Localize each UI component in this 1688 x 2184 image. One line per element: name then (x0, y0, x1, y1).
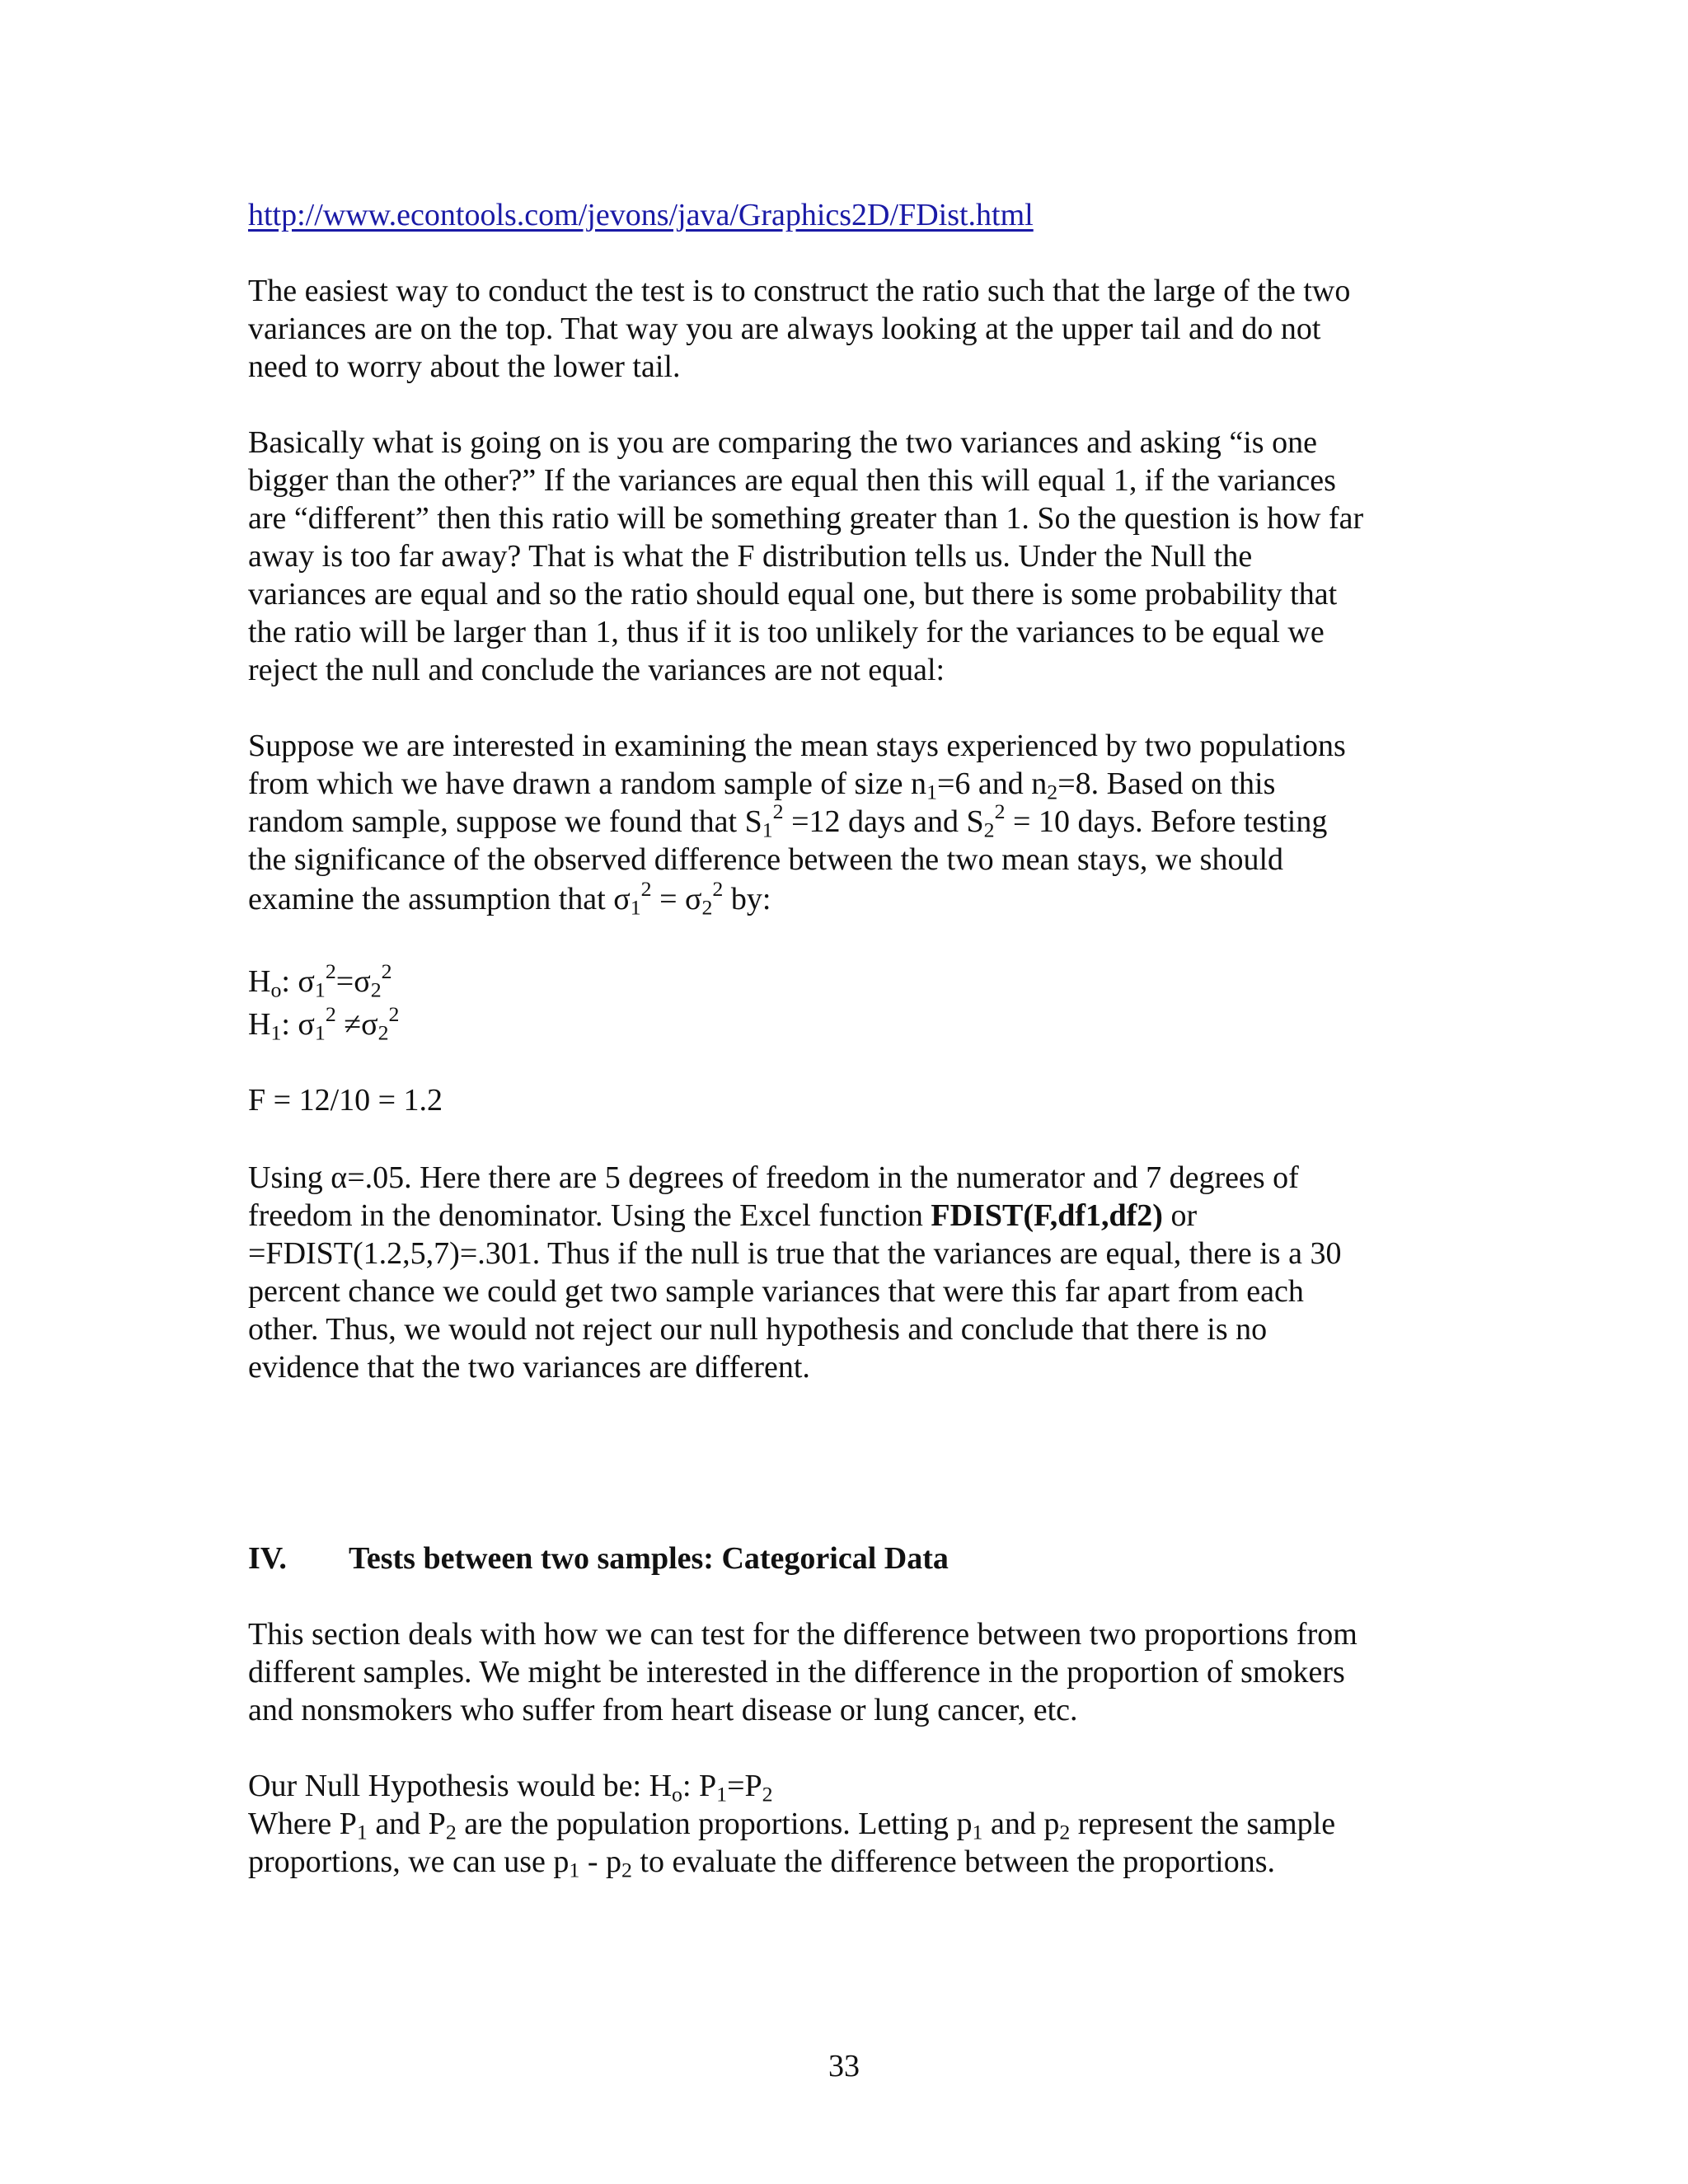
paragraph-line: Suppose we are interested in examining the mean stays experienced by two populations (248, 729, 1346, 763)
paragraph-line: different samples. We might be interested in the difference in the proportion of smokers (248, 1655, 1345, 1690)
reference-link-line (248, 196, 1034, 234)
paragraph-line: and nonsmokers who suffer from heart disease or lung cancer, etc. (248, 1693, 1078, 1727)
paragraph-line: Where $P_1$ and $P_2$ are the population proportions. Letting $p_1$ and $p_2$ represent the sample (248, 1807, 1336, 1844)
null-hypothesis: $H_o$: $\sigma_1^2=\sigma_2^2$ (248, 958, 392, 1002)
paragraph-line: percent chance we could get two sample variances that were this far apart from each (248, 1274, 1304, 1309)
paragraph-line: the ratio will be larger than 1, thus if it is too unlikely for the variances to be equal we (248, 615, 1325, 649)
paragraph-line: bigger than the other?” If the variances are equal then this will equal 1, if the variances (248, 463, 1336, 498)
paragraph-line: =FDIST(1.2,5,7)=.301. Thus if the null is true that the variances are equal, there is a 30 (248, 1236, 1342, 1271)
paragraph-line: reject the null and conclude the variances are not equal: (248, 653, 945, 687)
paragraph-line: variances are on the top. That way you are always looking at the upper tail and do not (248, 312, 1321, 346)
paragraph-line: examine the assumption that $\sigma_1^2 = \sigma_2^2$ by: (248, 876, 771, 920)
paragraph-line: This section deals with how we can test for the difference between two proportions from (248, 1617, 1357, 1652)
paragraph-line: from which we have drawn a random sample of size $n_1=6$ and $n_2=8$. Based on this (248, 766, 1276, 804)
f-statistic: F = 12/10 = 1.2 (248, 1083, 443, 1118)
paragraph-line: other. Thus, we would not reject our null hypothesis and conclude that there is no (248, 1312, 1268, 1347)
fdist-link[interactable]: http://www.econtools.com/jevons/java/Graphics2D/FDist.html (248, 198, 1034, 232)
paragraph-line: need to worry about the lower tail. (248, 349, 681, 384)
paragraph-line: evidence that the two variances are different. (248, 1350, 810, 1385)
paragraph-line: variances are equal and so the ratio should equal one, but there is some probability that (248, 577, 1338, 612)
paragraph-line: the significance of the observed difference between the two mean stays, we should (248, 842, 1284, 877)
paragraph-line: Basically what is going on is you are comparing the two variances and asking “is one (248, 425, 1317, 460)
page-number: 33 (828, 2049, 860, 2083)
section-number: IV. (248, 1541, 287, 1576)
section-title: Tests between two samples: Categorical Data (349, 1541, 949, 1576)
paragraph-line: random sample, suppose we found that $S_1^2 =12$ days and $S_2^2 = 10$ days. Before testing (248, 799, 1328, 842)
paragraph-line: proportions, we can use $p_1 - p_2$ to evaluate the difference between the proportions. (248, 1844, 1276, 1882)
paragraph-line: away is too far away? That is what the F distribution tells us. Under the Null the (248, 539, 1253, 574)
alternative-hypothesis: $H_1$: $\sigma_1^2 \ne\sigma_2^2$ (248, 1001, 400, 1045)
paragraph-line: freedom in the denominator. Using the Excel function FDIST(F,df1,df2) or (248, 1198, 1198, 1233)
paragraph-line: Our Null Hypothesis would be: $H_o$: $P_1=P_2$ (248, 1769, 773, 1807)
paragraph-line: are “different” then this ratio will be something greater than 1. So the question is how far (248, 501, 1364, 536)
paragraph-line: The easiest way to conduct the test is to construct the ratio such that the large of the two (248, 274, 1351, 308)
excel-function-name: FDIST(F,df1,df2) (931, 1198, 1163, 1233)
paragraph-line: Using α=.05. Here there are 5 degrees of freedom in the numerator and 7 degrees of (248, 1160, 1299, 1195)
